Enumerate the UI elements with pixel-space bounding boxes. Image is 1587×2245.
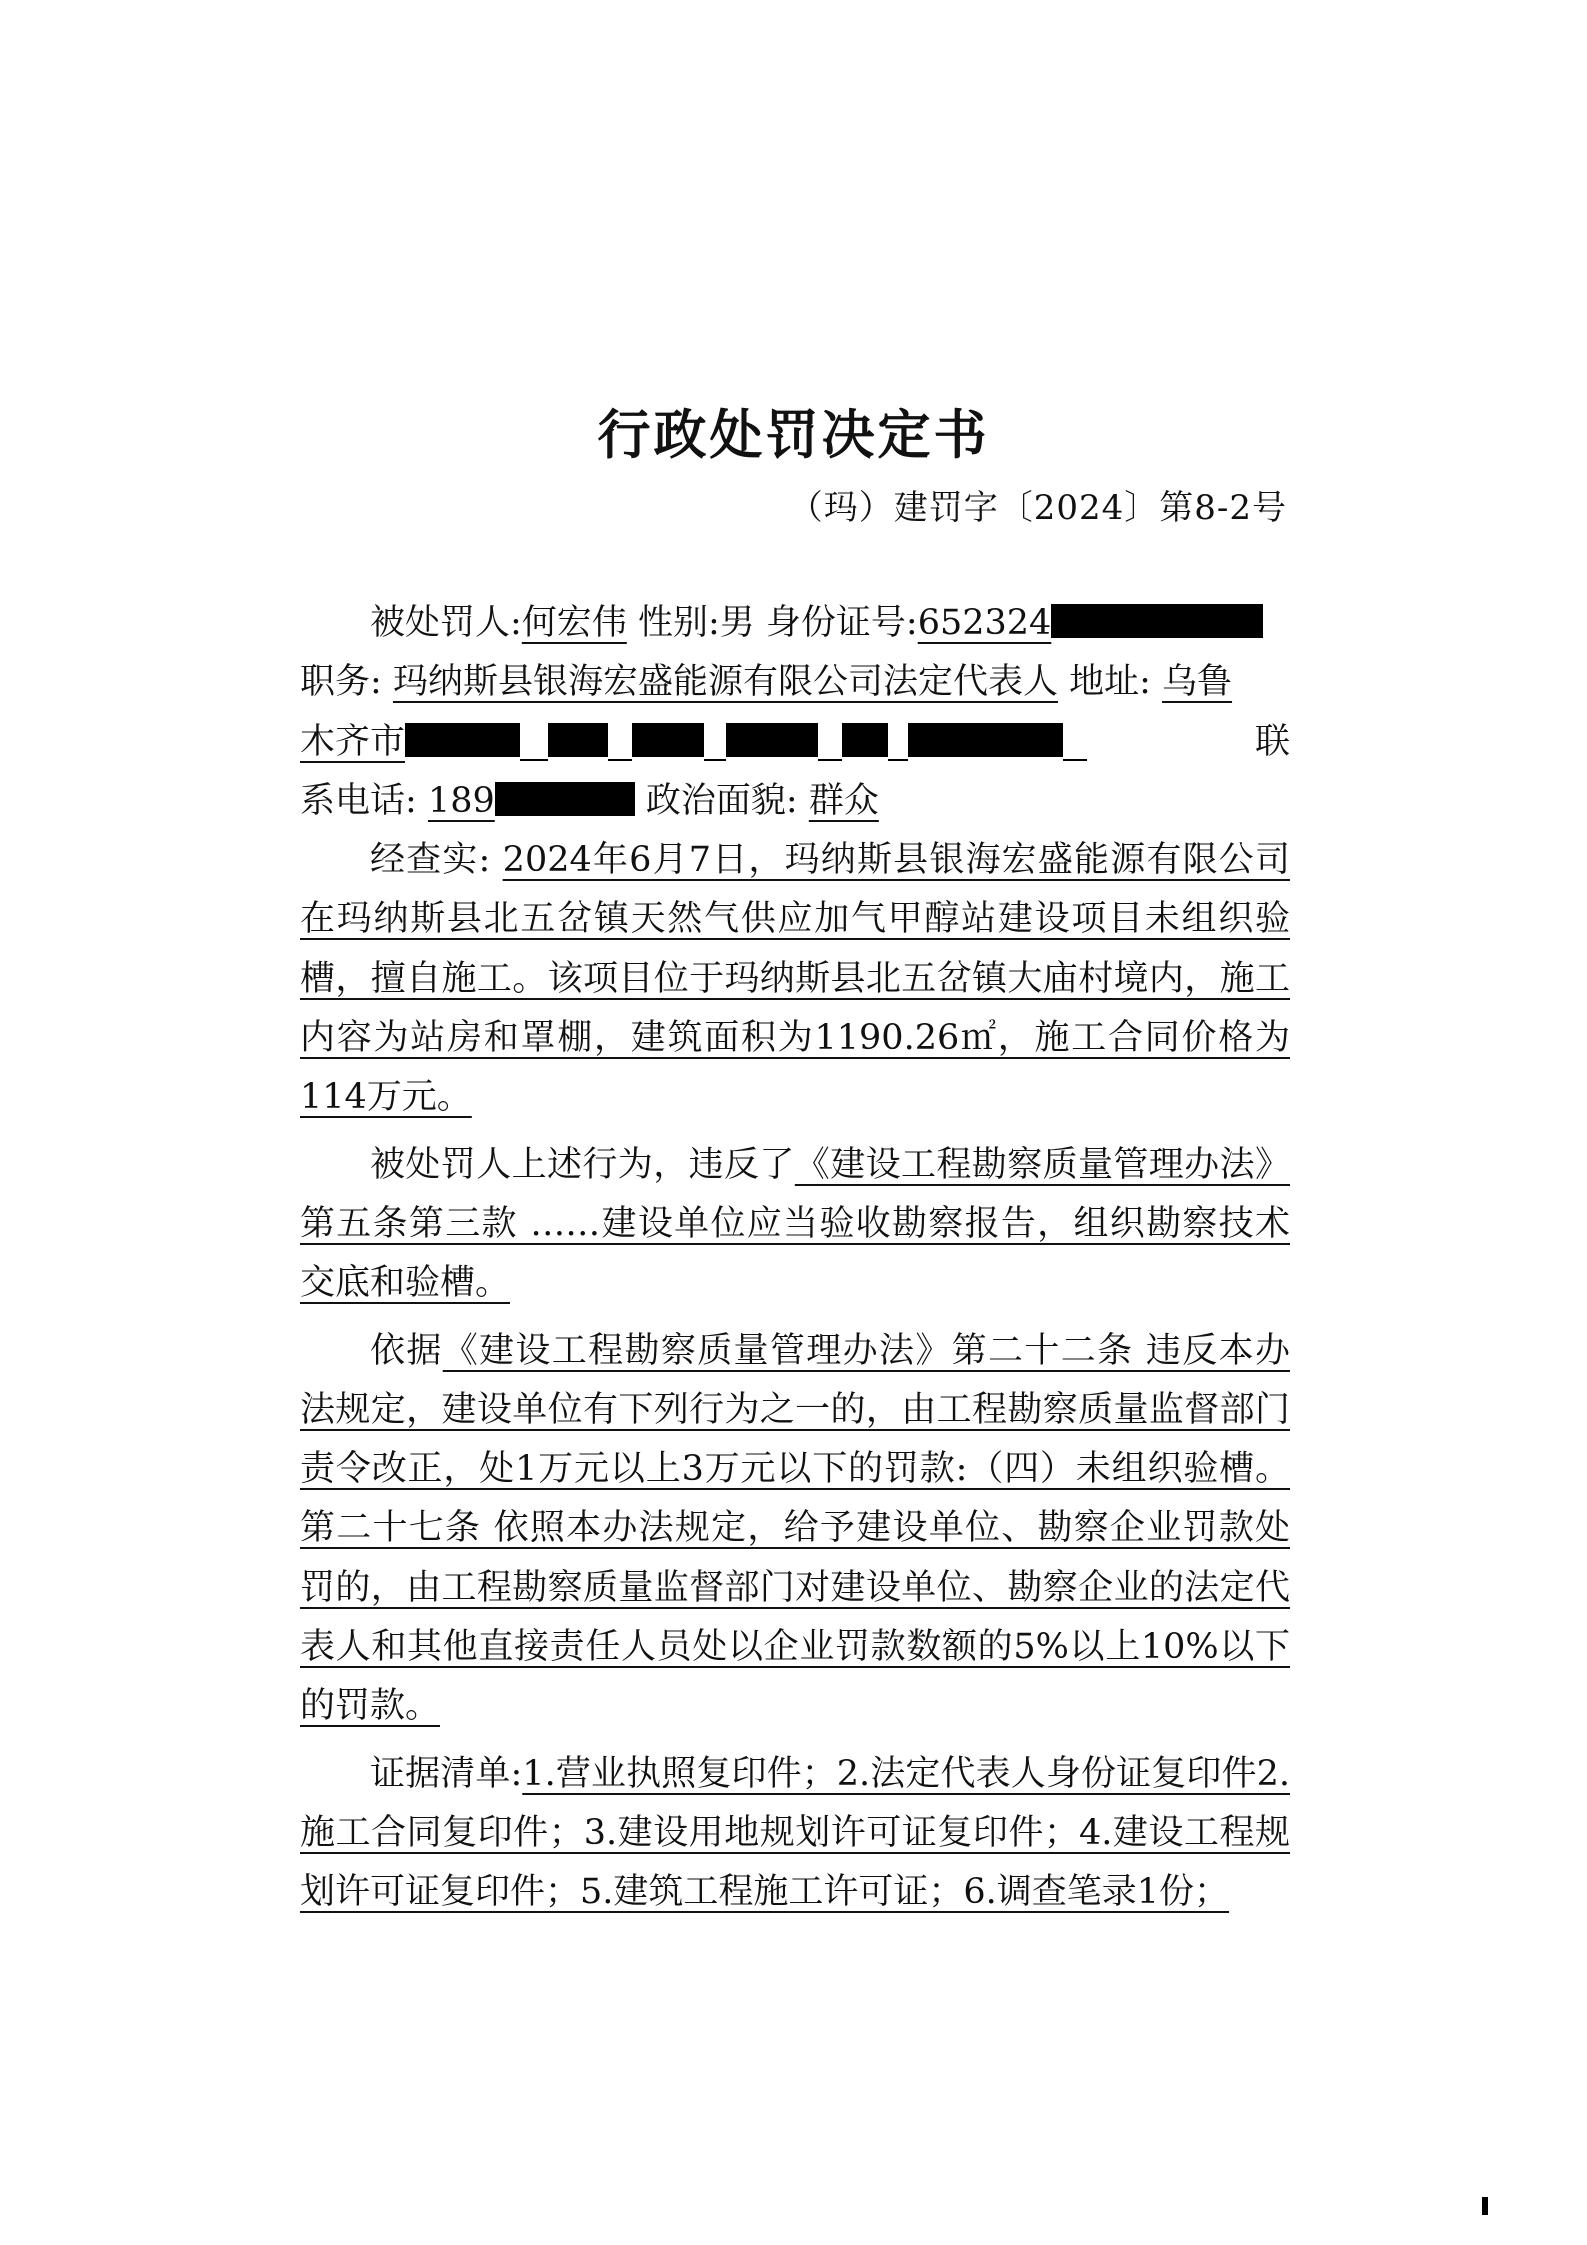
redaction-bar bbox=[908, 723, 1063, 757]
phone-label: 系电话: bbox=[300, 780, 417, 821]
position-label: 职务: bbox=[300, 662, 382, 703]
basis-paragraph bbox=[300, 1322, 1290, 1737]
document-title: 行政处罚决定书 bbox=[597, 404, 990, 466]
party-name: 何宏伟 bbox=[521, 603, 627, 643]
facts-paragraph bbox=[300, 831, 1290, 1127]
evidence-label: 证据清单: bbox=[370, 1753, 523, 1794]
address-blank bbox=[1063, 729, 1087, 761]
address-label: 地址: bbox=[1069, 662, 1151, 703]
violation-text: 《建设工程勘察质量管理办法》第五条第三款 ……建设单位应当验收勘察报告，组织勘察技术交底和验槽。 bbox=[300, 1144, 1290, 1304]
address-blank bbox=[888, 729, 908, 761]
phone-number: 189 bbox=[427, 780, 495, 821]
address-line2: 木齐市 bbox=[300, 721, 406, 762]
basis-text: 《建设工程勘察质量管理办法》第二十二条 违反本办法规定，建设单位有下列行为之一的，由工程勘察质量监督部门责令改正，处1万元以上3万元以下的罚款:（四）未组织验槽。第二十七条 依照本办法规定，给予建设单位、勘察企业罚款处罚的，由工程勘察质量监督部门对建设单位、勘察企业的法定代表人和其他直接责任人员处以企业罚款数额的5%以上10%以下的罚款。 bbox=[300, 1330, 1290, 1727]
violation-paragraph bbox=[300, 1136, 1290, 1314]
address-line1: 乌鲁 bbox=[1162, 662, 1233, 703]
address-blank bbox=[818, 729, 842, 761]
redaction-bar bbox=[726, 723, 818, 757]
violation-lead: 被处罚人上述行为，违反了 bbox=[370, 1144, 795, 1185]
document-body bbox=[300, 594, 1290, 1923]
address-blank bbox=[608, 729, 632, 761]
facts-text: 2024年6月7日，玛纳斯县银海宏盛能源有限公司在玛纳斯县北五岔镇天然气供应加气甲醇站建设项目未组织验槽，擅自施工。该项目位于玛纳斯县北五岔镇大庙村境内，施工内容为站房和罩棚，建筑面积为1190.26㎡，施工合同价格为114万元。 bbox=[300, 840, 1290, 1118]
redaction-bar bbox=[548, 723, 608, 757]
basis-lead: 依据 bbox=[370, 1330, 443, 1371]
gender-value: 男 bbox=[719, 603, 755, 643]
political-label: 政治面貌: bbox=[645, 780, 798, 821]
document-number: （玛）建罚字〔2024〕第8-2号 bbox=[788, 488, 1287, 528]
id-number: 652324 bbox=[917, 603, 1052, 643]
party-info bbox=[300, 594, 1290, 831]
position-value: 玛纳斯县银海宏盛能源有限公司法定代表人 bbox=[392, 662, 1058, 703]
evidence-paragraph bbox=[300, 1745, 1290, 1923]
phone-label-start: 联 bbox=[1254, 721, 1290, 762]
address-blank bbox=[704, 729, 726, 761]
id-label: 身份证号: bbox=[765, 603, 918, 643]
political-value: 群众 bbox=[808, 780, 879, 821]
redaction-bar bbox=[405, 723, 520, 757]
redaction-bar bbox=[1051, 604, 1263, 638]
gender-label: 性别: bbox=[637, 603, 720, 643]
redaction-bar bbox=[495, 782, 635, 816]
redaction-bar bbox=[632, 723, 704, 757]
facts-label: 经查实: bbox=[370, 840, 491, 881]
page-mark bbox=[1482, 2197, 1488, 2215]
address-blank bbox=[520, 729, 548, 761]
redaction-bar bbox=[842, 723, 888, 757]
evidence-text: 1.营业执照复印件；2.法定代表人身份证复印件2.施工合同复印件；3.建设用地规划许可证复印件；4.建设工程规划许可证复印件；5.建筑工程施工许可证；6.调查笔录1份； bbox=[300, 1753, 1290, 1913]
party-label: 被处罚人: bbox=[370, 603, 522, 643]
